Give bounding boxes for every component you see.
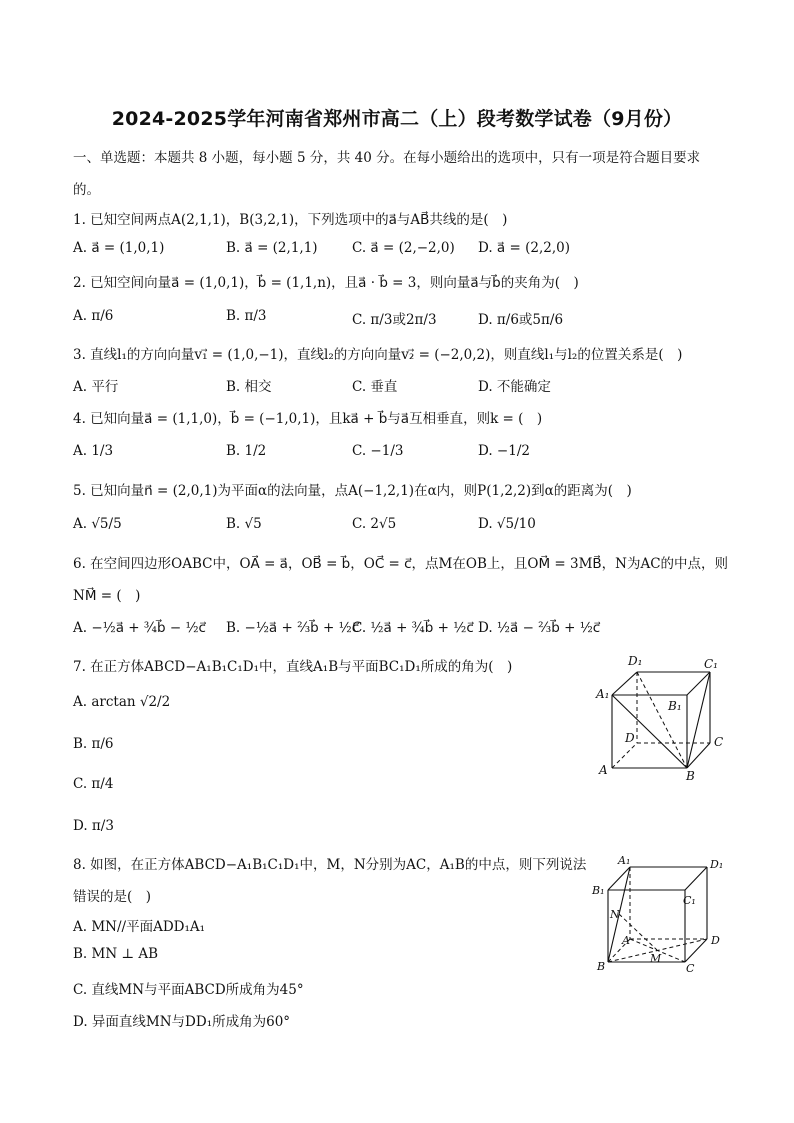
q8-option-a: A. MN//平面ADD₁A₁ bbox=[73, 919, 206, 935]
label8-d: D bbox=[711, 934, 720, 947]
q1-option-c: C. a⃗ = (2,−2,0) bbox=[352, 240, 455, 256]
q2-option-b: B. π/3 bbox=[226, 308, 267, 324]
label8-c1: C₁ bbox=[683, 894, 696, 907]
q3-option-c: C. 垂直 bbox=[352, 379, 398, 395]
q2-option-d: D. π/6或5π/6 bbox=[478, 312, 564, 328]
q5-option-b: B. √5 bbox=[226, 516, 262, 532]
q8-option-d: D. 异面直线MN与DD₁所成角为60° bbox=[73, 1014, 291, 1030]
label-c: C bbox=[714, 735, 724, 749]
label-a: A bbox=[599, 763, 608, 777]
label-a1: A₁ bbox=[596, 687, 610, 701]
question-8-stem-cont: 错误的是( ) bbox=[73, 889, 152, 905]
question-5-stem: 5. 已知向量n⃗ = (2,0,1)为平面α的法向量，点A(−1,2,1)在α内，则P(1,2,2)到α的距离为( ) bbox=[73, 483, 632, 499]
label8-d1: D₁ bbox=[710, 858, 724, 871]
q6-option-b: B. −½a⃗ + ⅔b⃗ + ½c⃗ bbox=[226, 620, 360, 636]
label8-c: C bbox=[686, 962, 695, 974]
label8-b1: B₁ bbox=[592, 884, 605, 897]
label-c1: C₁ bbox=[704, 657, 718, 671]
question-8-stem: 8. 如图，在正方体ABCD−A₁B₁C₁D₁中，M，N分别为AC，A₁B的中点，则下列说法 bbox=[73, 857, 587, 873]
q1-option-a: A. a⃗ = (1,0,1) bbox=[73, 240, 165, 256]
question-7-stem: 7. 在正方体ABCD−A₁B₁C₁D₁中，直线A₁B与平面BC₁D₁所成的角为( ) bbox=[73, 659, 513, 675]
q2-option-a: A. π/6 bbox=[73, 308, 114, 324]
question-4-stem: 4. 已知向量a⃗ = (1,1,0)，b⃗ = (−1,0,1)，且ka⃗ + b⃗与a⃗互相垂直，则k = ( ) bbox=[73, 411, 543, 427]
q8-cube-figure bbox=[590, 852, 730, 974]
q5-option-c: C. 2√5 bbox=[352, 516, 397, 532]
q3-option-b: B. 相交 bbox=[226, 379, 272, 395]
q7-option-b: B. π/6 bbox=[73, 736, 114, 752]
q1-option-b: B. a⃗ = (2,1,1) bbox=[226, 240, 318, 256]
q3-option-d: D. 不能确定 bbox=[478, 379, 551, 395]
q3-option-a: A. 平行 bbox=[73, 379, 119, 395]
q4-option-a: A. 1/3 bbox=[73, 443, 114, 459]
label8-b: B bbox=[597, 960, 606, 973]
label-d1: D₁ bbox=[628, 654, 643, 668]
label8-m: M bbox=[650, 952, 662, 965]
label-b1: B₁ bbox=[668, 699, 682, 713]
q2-option-c: C. π/3或2π/3 bbox=[352, 312, 437, 328]
q7-option-a: A. arctan √2/2 bbox=[73, 694, 171, 710]
q5-option-d: D. √5/10 bbox=[478, 516, 536, 532]
label-d: D bbox=[625, 731, 635, 745]
q6-option-d: D. ½a⃗ − ⅔b⃗ + ½c⃗ bbox=[478, 620, 601, 636]
q7-option-c: C. π/4 bbox=[73, 776, 114, 792]
q1-option-d: D. a⃗ = (2,2,0) bbox=[478, 240, 570, 256]
label8-n: N bbox=[610, 908, 620, 921]
q7-option-d: D. π/3 bbox=[73, 818, 114, 834]
q4-option-d: D. −1/2 bbox=[478, 443, 530, 459]
label8-a1: A₁ bbox=[618, 854, 631, 867]
label-b: B bbox=[686, 769, 695, 783]
question-6-stem: 6. 在空间四边形OABC中，OA⃗ = a⃗，OB⃗ = b⃗，OC⃗ = c⃗，点M在OB上，且OM⃗ = 3MB⃗，N为AC的中点，则 bbox=[73, 556, 729, 572]
q8-option-b: B. MN ⊥ AB bbox=[73, 946, 159, 962]
question-1-stem: 1. 已知空间两点A(2,1,1)，B(3,2,1)，下列选项中的a⃗与AB⃗共线的是( ) bbox=[73, 212, 508, 228]
q6-option-c: C. ½a⃗ + ¾b⃗ + ½c⃗ bbox=[352, 620, 474, 636]
q5-option-a: A. √5/5 bbox=[73, 516, 122, 532]
question-3-stem: 3. 直线l₁的方向向量v₁⃗ = (1,0,−1)，直线l₂的方向向量v₂⃗ = (−2,0,2)，则直线l₁与l₂的位置关系是( ) bbox=[73, 347, 683, 363]
q8-option-c: C. 直线MN与平面ABCD所成角为45° bbox=[73, 982, 304, 998]
section-heading-cont: 的。 bbox=[73, 182, 100, 198]
q4-option-c: C. −1/3 bbox=[352, 443, 404, 459]
question-2-stem: 2. 已知空间向量a⃗ = (1,0,1)，b⃗ = (1,1,n)，且a⃗ · b⃗ = 3，则向量a⃗与b⃗的夹角为( ) bbox=[73, 275, 579, 291]
question-6-stem-cont: NM⃗ = ( ) bbox=[73, 588, 141, 604]
q4-option-b: B. 1/2 bbox=[226, 443, 267, 459]
q6-option-a: A. −½a⃗ + ¾b⃗ − ½c⃗ bbox=[73, 620, 206, 636]
section-heading: 一、单选题：本题共 8 小题，每小题 5 分，共 40 分。在每小题给出的选项中，只有一项是符合题目要求 bbox=[73, 150, 701, 166]
label8-a: A bbox=[622, 934, 630, 947]
page-title: 2024-2025学年河南省郑州市高二（上）段考数学试卷（9月份） bbox=[111, 108, 683, 130]
q7-cube-figure bbox=[592, 650, 732, 785]
